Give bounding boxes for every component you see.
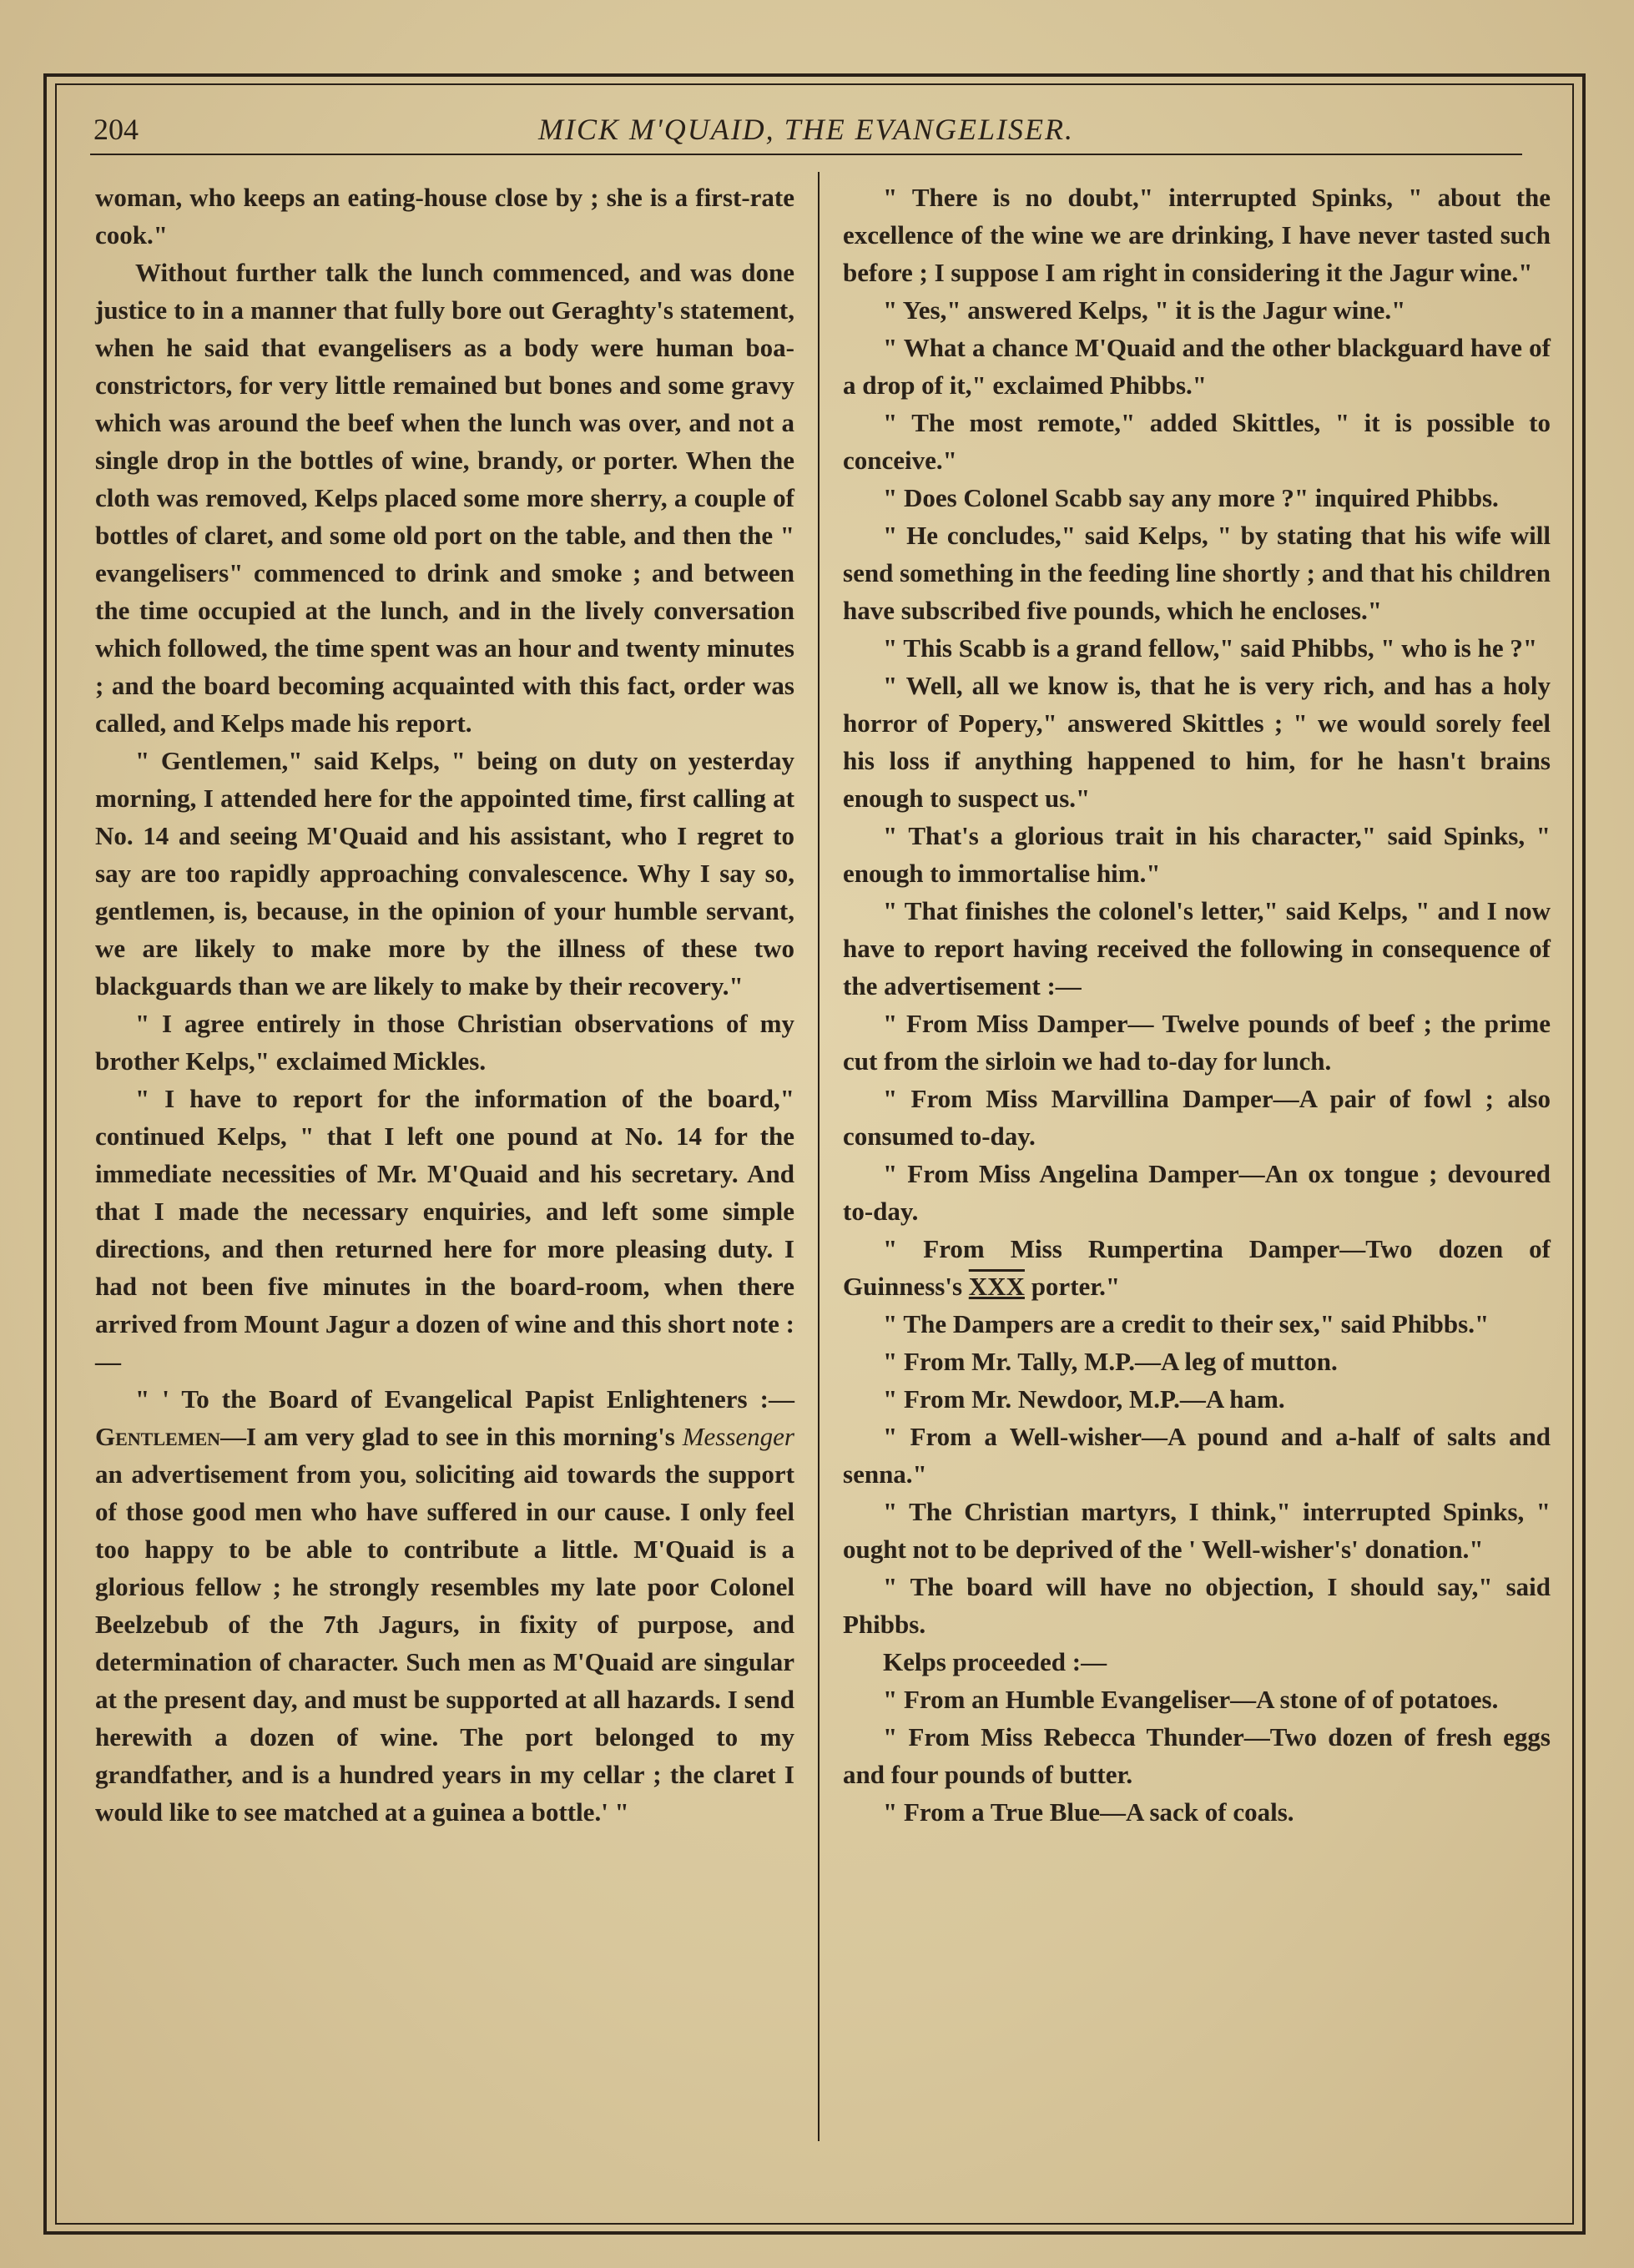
running-title: MICK M'QUAID, THE EVANGELISER. — [538, 113, 1074, 146]
donation-entry: " From a Well-wisher—A pound and a-half of salts and senna." — [843, 1422, 1551, 1489]
paragraph: " I agree entirely in those Christian observations of my brother Kelps," exclaimed Mickles. — [95, 1009, 794, 1076]
paragraph: " The board will have no objection, I should say," said Phibbs. — [843, 1572, 1551, 1639]
paragraph: " There is no doubt," interrupted Spinks, " about the excellence of the wine we are drinking, I have never tasted such before ; I suppose I am right in considering it the Jagur wine." — [843, 183, 1551, 287]
donation-entry: " From an Humble Evangeliser—A stone of of potatoes. — [883, 1685, 1499, 1714]
donation-entry: " From Mr. Tally, M.P.—A leg of mutton. — [883, 1347, 1338, 1376]
paragraph: " That finishes the colonel's letter," said Kelps, " and I now have to report having received the following in consequence of the advertisement :— — [843, 896, 1551, 1000]
page-number: 204 — [93, 113, 139, 146]
letter-gentlemen: Gentlemen — [95, 1422, 221, 1451]
donation-entry: " From Miss Angelina Damper—An ox tongue ; devoured to-day. — [843, 1159, 1551, 1226]
column-divider — [818, 172, 820, 2141]
donation-entry — [843, 1230, 1551, 1305]
paragraph: " Does Colonel Scabb say any more ?" inquired Phibbs. — [883, 483, 1499, 512]
paragraph: woman, who keeps an eating-house close by ; she is a first-rate cook." — [95, 183, 794, 249]
paragraph: " I have to report for the information of the board," continued Kelps, " that I left one pound at No. 14 for the immediate necessities of Mr. M'Quaid and his secretary. And that I made the necessary enquiries, and left some simple directions, and then returned here for more pleasing duty. I had not been five minutes in the board-room, when there arrived from Mount Jagur a dozen of wine and this short note :— — [95, 1084, 794, 1376]
left-column — [95, 179, 794, 1831]
paragraph: " The Christian martyrs, I think," interrupted Spinks, " ought not to be deprived of the ' Well-wisher's' donation." — [843, 1497, 1551, 1564]
paragraph: " The most remote," added Skittles, " it is possible to conceive." — [843, 408, 1551, 475]
paragraph: " Gentlemen," said Kelps, " being on duty on yesterday morning, I attended here for the appointed time, first calling at No. 14 and seeing M'Quaid and his assistant, who I regret to say are too rapidly approaching convalescence. Why I say so, gentlemen, is, because, in the opinion of your humble servant, we are likely to make more by the illness of these two blackguards than we are likely to make by their recovery." — [95, 746, 794, 1000]
donation-entry: " From Miss Damper— Twelve pounds of beef ; the prime cut from the sirloin we had to-day for lunch. — [843, 1009, 1551, 1076]
letter-salutation: " ' To the Board of Evangelical Papist Enlighteners :— — [135, 1384, 794, 1414]
donation-entry: " From Miss Rebecca Thunder—Two dozen of fresh eggs and four pounds of butter. — [843, 1722, 1551, 1789]
paragraph: " He concludes," said Kelps, " by stating that his wife will send something in the feeding line shortly ; and that his children have subscribed five pounds, which he encloses." — [843, 521, 1551, 625]
paragraph: " Yes," answered Kelps, " it is the Jagur wine." — [883, 295, 1406, 325]
newspaper-title: Messenger — [682, 1422, 794, 1451]
paragraph: " This Scabb is a grand fellow," said Phibbs, " who is he ?" — [883, 633, 1538, 663]
xxx-mark: XXX — [968, 1272, 1025, 1301]
letter-paragraph — [95, 1380, 794, 1831]
paragraph: " That's a glorious trait in his character," said Spinks, " enough to immortalise him." — [843, 821, 1551, 888]
letter-text: —I am very glad to see in this morning's — [220, 1422, 683, 1451]
paragraph: " The Dampers are a credit to their sex," said Phibbs." — [883, 1309, 1490, 1338]
paragraph: " Well, all we know is, that he is very rich, and has a holy horror of Popery," answered Skittles ; " we would sorely feel his loss if anything happened to him, for he hasn't brains enough to suspect us." — [843, 671, 1551, 813]
page-header — [90, 107, 1522, 155]
donation-entry: " From Mr. Newdoor, M.P.—A ham. — [883, 1384, 1285, 1414]
paragraph: Without further talk the lunch commenced, and was done justice to in a manner that fully bore out Geraghty's statement, when he said that evangelisers as a body were human boa-constrictors, for very little remained but bones and some gravy which was around the beef when the lunch was over, and not a single drop in the bottles of wine, brandy, or porter. When the cloth was removed, Kelps placed some more sherry, a couple of bottles of claret, and some old port on the table, and then the " evangelisers" commenced to drink and smoke ; and between the time occupied at the lunch, and in the lively conversation which followed, the time spent was an hour and twenty minutes ; and the board becoming acquainted with this fact, order was called, and Kelps made his report. — [95, 258, 794, 738]
paragraph: Kelps proceeded :— — [883, 1647, 1107, 1676]
donation-entry: " From Miss Marvillina Damper—A pair of fowl ; also consumed to-day. — [843, 1084, 1551, 1151]
right-column — [843, 179, 1551, 1831]
donation-text: porter." — [1024, 1272, 1121, 1301]
donation-entry: " From a True Blue—A sack of coals. — [883, 1797, 1294, 1827]
letter-text: an advertisement from you, soliciting aid towards the support of those good men who have suffered in our cause. I only feel too happy to be able to contribute a little. M'Quaid is a glorious fellow ; he strongly resembles my late poor Colonel Beelzebub of the 7th Jagurs, in fixity of purpose, and determination of character. Such men as M'Quaid are singular at the present day, and must be supported at all hazards. I send herewith a dozen of wine. The port belonged to my grandfather, and is a hundred years in my cellar ; the claret I would like to see matched at a guinea a bottle.' " — [95, 1459, 794, 1827]
paragraph: " What a chance M'Quaid and the other blackguard have of a drop of it," exclaimed Phibbs." — [843, 333, 1551, 400]
donation-text: " From Miss Rumpertina Damper—Two dozen of Guinness's — [843, 1234, 1551, 1301]
